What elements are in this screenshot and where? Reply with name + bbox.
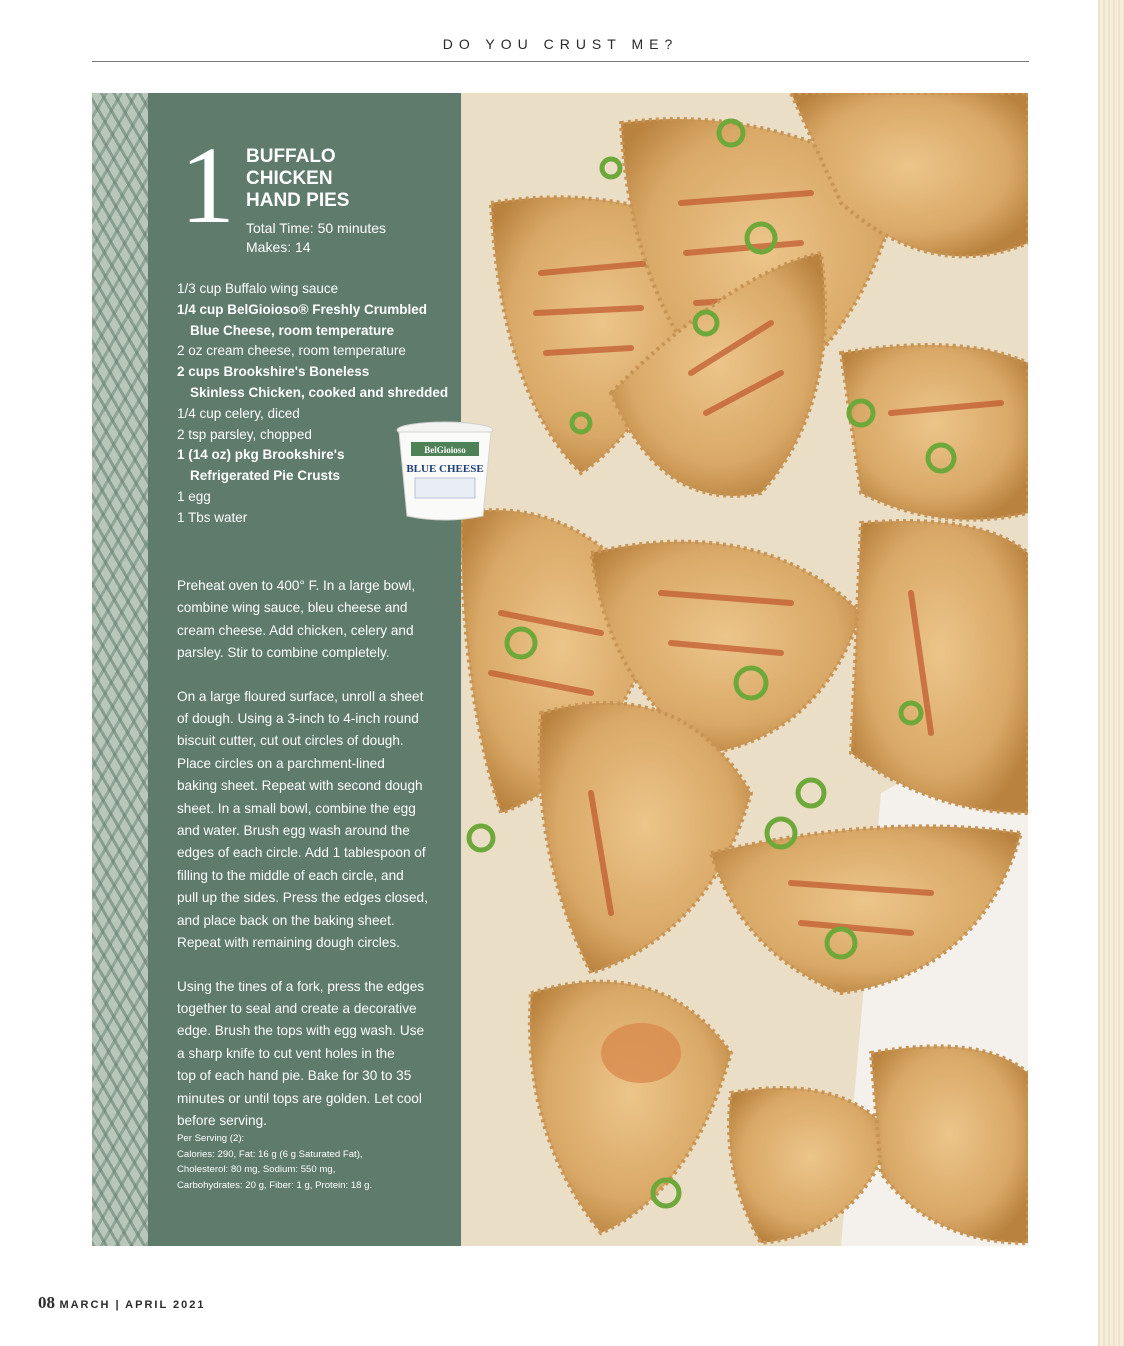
issue-date: MARCH | APRIL 2021 — [59, 1299, 206, 1311]
step-line: top of each hand pie. Bake for 30 to 35 — [177, 1068, 412, 1084]
recipe-number: 1 — [180, 124, 235, 246]
ingredient-line: 1 egg — [177, 488, 211, 504]
step-line: and water. Brush egg wash around the — [177, 823, 410, 839]
step-line: combine wing sauce, bleu cheese and — [177, 600, 408, 616]
step-line: baking sheet. Repeat with second dough — [177, 778, 423, 794]
recipe-title-line: BUFFALO — [246, 146, 336, 167]
hand-pies-illustration — [461, 93, 1028, 1246]
section-header: DO YOU CRUST ME? — [442, 36, 679, 52]
ingredient-line: Skinless Chicken, cooked and shredded — [190, 384, 449, 400]
ingredient-line: Refrigerated Pie Crusts — [190, 468, 341, 484]
makes-count: Makes: 14 — [246, 239, 311, 255]
step-line: of dough. Using a 3-inch to 4-inch round — [177, 711, 419, 727]
method-step — [177, 976, 447, 1133]
header-rule — [92, 61, 1029, 62]
step-line: and place back on the baking sheet. — [177, 912, 395, 928]
step-line: Preheat oven to 400° F. In a large bowl, — [177, 578, 416, 593]
step-line: before serving. — [177, 1112, 267, 1128]
recipe-meta — [246, 219, 386, 257]
page-footer — [38, 1293, 206, 1313]
ingredient-line: 2 cups Brookshire's Boneless — [177, 364, 370, 380]
nutrition-line: Carbohydrates: 20 g, Fiber: 1 g, Protein: 18 g. — [177, 1179, 373, 1191]
ingredient-line: 2 tsp parsley, chopped — [177, 426, 312, 442]
right-edge-decoration — [1098, 0, 1124, 1346]
ingredient-line: 2 oz cream cheese, room temperature — [177, 343, 406, 359]
hand-pie-5 — [841, 345, 1028, 520]
step-line: Place circles on a parchment-lined — [177, 755, 385, 771]
step-line: On a large floured surface, unroll a sheet — [177, 688, 424, 704]
recipe-title-line: HAND PIES — [246, 190, 350, 211]
step-line: filling to the middle of each circle, and — [177, 867, 404, 883]
nutrition-line: Calories: 290, Fat: 16 g (6 g Saturated Fat), — [177, 1148, 363, 1160]
step-line: pull up the sides. Press the edges closed, — [177, 890, 428, 906]
leaf-pattern-strip — [92, 93, 148, 1246]
ingredient-line: Blue Cheese, room temperature — [190, 322, 395, 338]
nutrition-info — [177, 1131, 447, 1193]
step-line: cream cheese. Add chicken, celery and — [177, 622, 414, 638]
step-line: Repeat with remaining dough circles. — [177, 935, 400, 951]
step-line: biscuit cutter, cut out circles of dough. — [177, 733, 404, 749]
method-steps — [177, 575, 447, 1153]
step-line: edge. Brush the tops with egg wash. Use — [177, 1023, 425, 1039]
ingredient-line: 1/3 cup Buffalo wing sauce — [177, 281, 339, 296]
hand-pie-8 — [851, 521, 1028, 813]
recipe-title — [246, 146, 349, 212]
step-line: together to seal and create a decorative — [177, 1000, 417, 1016]
step-line: Using the tines of a fork, press the edges — [177, 978, 425, 994]
tub-brand: BelGioioso — [424, 445, 466, 455]
step-line: minutes or until tops are golden. Let cool — [177, 1090, 422, 1106]
method-step — [177, 686, 447, 955]
ingredient-line: 1/4 cup BelGioioso® Freshly Crumbled — [177, 301, 428, 317]
recipe-title-line: CHICKEN — [246, 168, 333, 189]
step-line: edges of each circle. Add 1 tablespoon of — [177, 845, 426, 861]
method-step — [177, 575, 447, 665]
page-number: 08 — [38, 1293, 55, 1312]
hand-pies-photo — [461, 93, 1028, 1246]
ingredient-line: 1 Tbs water — [177, 509, 248, 525]
step-line: parsley. Stir to combine completely. — [177, 645, 390, 661]
tub-product-name: BLUE CHEESE — [406, 463, 484, 475]
nutrition-line: Per Serving (2): — [177, 1133, 245, 1144]
nutrition-line: Cholesterol: 80 mg, Sodium: 550 mg, — [177, 1164, 336, 1175]
ingredient-line: 1/4 cup celery, diced — [177, 405, 300, 421]
step-line: sheet. In a small bowl, combine the egg — [177, 800, 416, 816]
ingredient-line: 1 (14 oz) pkg Brookshire's — [177, 447, 345, 463]
step-line: a sharp knife to cut vent holes in the — [177, 1045, 395, 1061]
blue-cheese-tub-icon — [395, 420, 495, 524]
total-time: Total Time: 50 minutes — [246, 220, 387, 236]
